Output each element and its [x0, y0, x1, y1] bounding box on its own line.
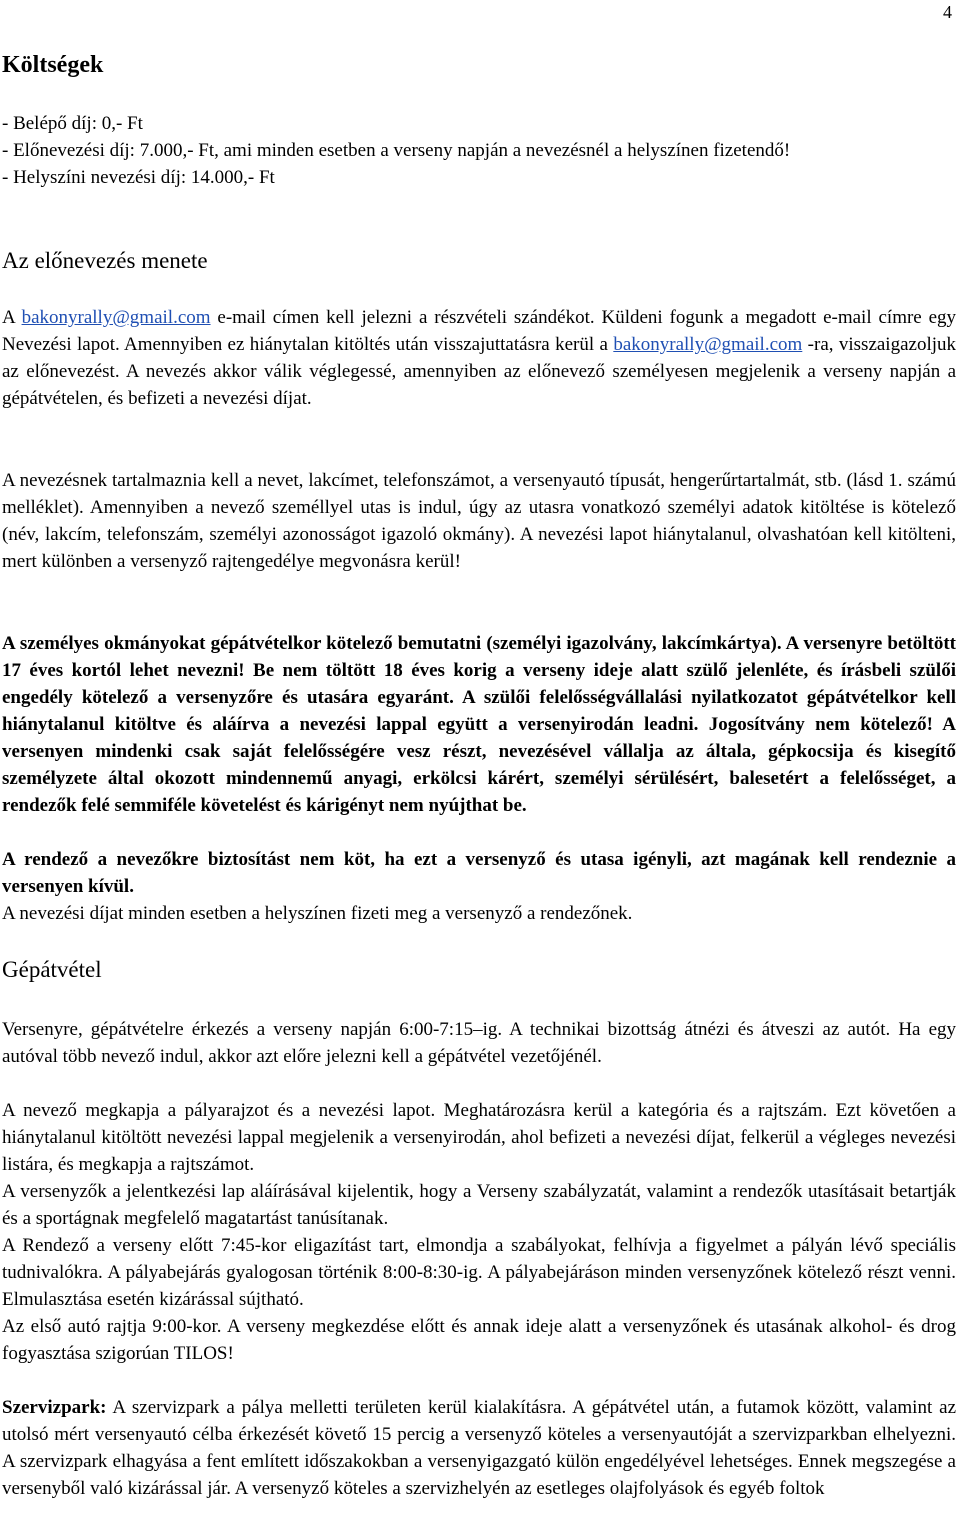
cost-item-entry: - Belépő díj: 0,- Ft	[2, 113, 143, 134]
cost-item-preregistration: - Előnevezési díj: 7.000,- Ft, ami minden esetben a verseny napján a nevezésnél a helyszínen fizetendő!	[2, 140, 791, 161]
email-link-2[interactable]: bakonyrally@gmail.com	[613, 334, 803, 355]
inspection-paragraph-1: Versenyre, gépátvételre érkezés a verseny napján 6:00-7:15–ig. A technikai bizottság átnézi és átveszi az autót. Ha egy autóval több nevező indul, akkor azt előre jelezni kell a gépátvétel vezetőjénél.	[2, 1019, 956, 1067]
cost-item-onsite: - Helyszíni nevezési díj: 14.000,- Ft	[2, 167, 275, 188]
prereg-paragraph-2: A nevezésnek tartalmaznia kell a nevet, lakcímet, telefonszámot, a versenyautó típusát, hengerűrtartalmát, stb. (lásd 1. számú melléklet). Amennyiben a nevező személlyel utas is indul, úgy az utasra vonatkozó személyi adatok kitöltése is kötelező (név, lakcím, telefonszám, személyi azonosságot igazoló okmány). A nevezési lapot hiánytalanul, olvashatóan kell kitölteni, mert különben a versenyző rajtengedélye megvonásra kerül!	[2, 470, 956, 572]
inspection-heading: Gépátvétel	[2, 957, 102, 982]
inspection-paragraph-4: A Rendező a verseny előtt 7:45-kor eligazítást tart, elmondja a szabályokat, felhívja a figyelmet a pályán lévő speciális tudnivalókra. A pályabejárás gyalogosan történik 8:00-8:30-ig. A pályabejáráson minden versenyzőnek kötelező részt venni. Elmulasztása esetén kizárással sújtható.	[2, 1235, 956, 1310]
page-number: 4	[943, 2, 952, 22]
prereg-paragraph-1: A bakonyrally@gmail.com e-mail címen kell jelezni a részvételi szándékot. Küldeni fogunk a megadott e-mail címre egy Nevezési lapot. Amennyiben ez hiánytalan kitöltés után visszajuttatásra kerül a bakonyrally@gmail.com -ra, visszaigazoljuk az előnevezést. A nevezés akkor válik véglegessé, amennyiben az előnevező személyesen megjelenik a verseny napján a gépátvételen, és befizeti a nevezési díjat.	[2, 307, 957, 409]
costs-list	[2, 110, 956, 191]
costs-heading: Költségek	[2, 52, 104, 78]
service-paragraph: Szervizpark: A szervizpark a pálya melletti területen kerül kialakításra. A gépátvétel után, a futamok között, valamint az utolsó mért versenyautó célba érkezését követő 15 percig a versenyző köteles a versenyautóját a szervizparkban elhelyezni. A szervizpark elhagyása a fent említett időszakokban a versenyigazgató külön engedélyével lehetséges. Ennek megszegése a versenyből való kizárással jár. A versenyző köteles a szervizhelyén az esetleges olajfolyások és egyéb foltok	[2, 1397, 956, 1499]
inspection-paragraph-2: A nevező megkapja a pályarajzot és a nevezési lapot. Meghatározásra kerül a kategória és a rajtszám. Ezt követően a hiánytalanul kitöltött nevezési lappal megjelenik a versenyirodán, ahol befizeti a nevezési díjat, felkerül a végleges nevezési listára, és megkapja a rajtszámot.	[2, 1100, 956, 1175]
prereg-paragraph-5: A nevezési díjat minden esetben a helyszínen fizeti meg a versenyző a rendezőnek.	[2, 903, 633, 924]
inspection-paragraph-5: Az első autó rajtja 9:00-kor. A verseny megkezdése előtt és annak ideje alatt a versenyzőnek és utasának alkohol- és drog fogyasztása szigorúan TILOS!	[2, 1316, 956, 1364]
email-link[interactable]: bakonyrally@gmail.com	[21, 307, 211, 328]
inspection-paragraph-3: A versenyzők a jelentkezési lap aláírásával kijelentik, hogy a Verseny szabályzatát, valamint a rendezők utasításait betartják és a sportágnak megfelelő magatartást tanúsítanak.	[2, 1181, 956, 1229]
service-label: Szervizpark:	[2, 1397, 107, 1418]
prereg-paragraph-3-bold: A személyes okmányokat gépátvételkor kötelező bemutatni (személyi igazolvány, lakcímkártya). A versenyre betöltött 17 éves kortól lehet nevezni! Be nem töltött 18 éves korig a verseny ideje alatt szülő jelenléte, és írásbeli szülői engedély kötelező a versenyzőre és utasára egyaránt. A szülői felelősségvállalási nyilatkozatot gépátvételkor kell hiánytalanul kitöltve és aláírva a nevezési lappal együtt a versenyirodán leadni. Jogosítvány nem kötelező! A versenyen mindenki csak saját felelősségére vesz részt, nevezésével vállalja az általa, gépkocsija és kisegítő személyzete által okozott mindennemű anyagi, erkölcsi kárért, személyi sérülésért, balesetért a felelősséget, a rendezők felé semmiféle követelést és kárigényt nem nyújthat be.	[2, 633, 956, 816]
prereg-paragraph-4-bold: A rendező a nevezőkre biztosítást nem köt, ha ezt a versenyző és utasa igényli, azt magának kell rendeznie a versenyen kívül.	[2, 849, 956, 897]
prereg-heading: Az előnevezés menete	[2, 248, 208, 273]
